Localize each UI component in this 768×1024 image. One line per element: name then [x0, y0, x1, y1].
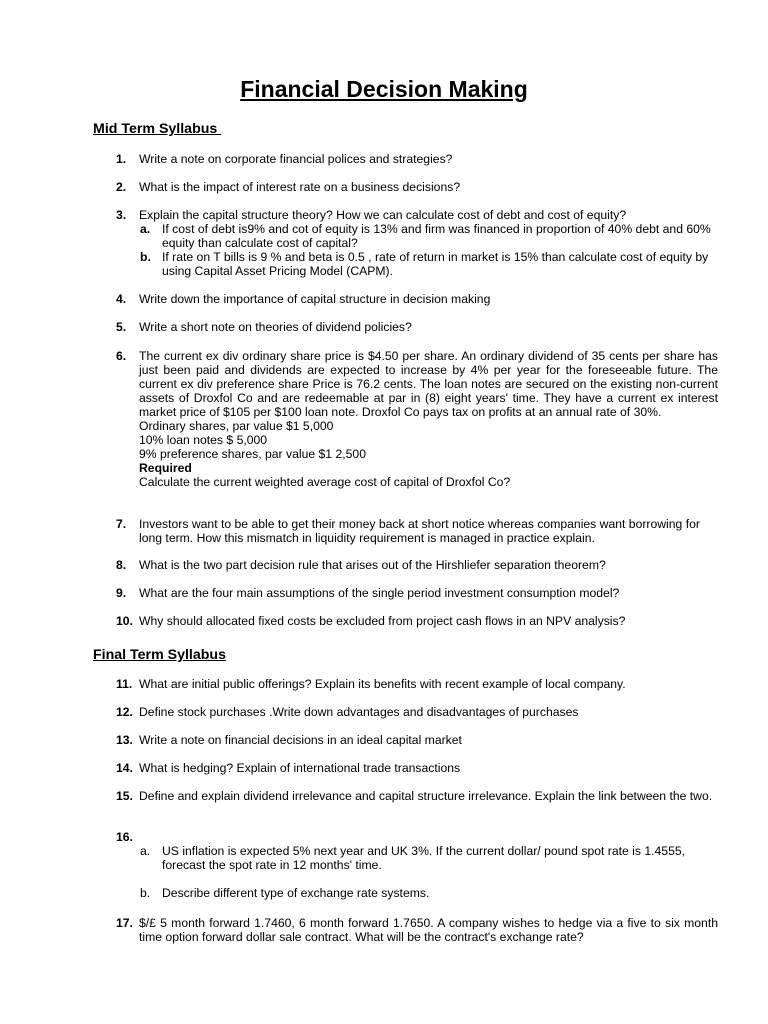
question-12 — [116, 705, 718, 719]
sub-question-b — [140, 250, 718, 278]
sub-letter: b. — [140, 886, 151, 900]
question-16 — [116, 830, 718, 900]
question-text: The current ex div ordinary share price is $4.50 per share. An ordinary dividend of 35 cents per share has just been paid and dividends are expected to increase by 4% per year for the foreseeable future. The current ex div preference share Price is 76.2 cents. The loan notes are secured on the existing non-current assets of Droxfol Co and are redeemable at par in (8) eight years' time. They have a current ex interest market price of $105 per $100 loan note. Droxfol Co pays tax on profits at an annual rate of 30%. — [139, 349, 718, 419]
question-text: Write a short note on theories of dividend policies? — [139, 320, 412, 334]
question-text: What is the impact of interest rate on a business decisions? — [139, 180, 461, 194]
sub-question-text: If cost of debt is9% and cot of equity is 13% and firm was financed in proportion of 40% debt and 60% equity than calculate cost of capital? — [162, 222, 711, 250]
question-text: Define and explain dividend irrelevance and capital structure irrelevance. Explain the link between the two. — [139, 789, 713, 803]
question-11 — [116, 677, 718, 691]
question-8 — [116, 558, 718, 572]
question-3 — [116, 208, 718, 278]
sub-question-a — [140, 844, 718, 872]
question-number: 3. — [116, 208, 127, 222]
question-2 — [116, 180, 718, 194]
question-14 — [116, 761, 718, 775]
sub-question-b — [140, 886, 718, 900]
sub-question-text: US inflation is expected 5% next year and UK 3%. If the current dollar/ pound spot rate is 1.4555, forecast the spot rate in 12 months' time. — [162, 844, 686, 872]
question-number: 13. — [116, 733, 133, 747]
question-text: Write a note on corporate financial polices and strategies? — [139, 152, 453, 166]
document-title: Financial Decision Making — [240, 76, 528, 102]
required-label: Required — [139, 461, 192, 475]
sub-letter: b. — [140, 250, 151, 264]
question-number: 17. — [116, 916, 133, 930]
question-17 — [116, 916, 718, 944]
question-4 — [116, 292, 718, 306]
question-number: 2. — [116, 180, 127, 194]
question-9 — [116, 586, 718, 600]
question-number: 10. — [116, 614, 133, 628]
question-text: Why should allocated fixed costs be excluded from project cash flows in an NPV analysis? — [139, 614, 626, 628]
capital-line-ordinary: Ordinary shares, par value $1 5,000 — [139, 419, 334, 433]
question-text: What is hedging? Explain of international trade transactions — [139, 761, 461, 775]
question-number: 5. — [116, 320, 127, 334]
question-10 — [116, 614, 718, 628]
question-text: Investors want to be able to get their money back at short notice whereas companies want borrowing for long term. How this mismatch in liquidity requirement is managed in practice explain. — [139, 517, 700, 545]
capital-line-loan-notes: 10% loan notes $ 5,000 — [139, 433, 268, 447]
question-6 — [116, 349, 718, 489]
question-text: What are the four main assumptions of the single period investment consumption model? — [139, 586, 620, 600]
mid-term-heading: Mid Term Syllabus — [93, 121, 222, 137]
question-number: 12. — [116, 705, 133, 719]
question-number: 6. — [116, 349, 127, 363]
question-1 — [116, 152, 718, 166]
question-number: 4. — [116, 292, 127, 306]
question-number: 9. — [116, 586, 127, 600]
capital-line-preference: 9% preference shares, par value $1 2,500 — [139, 447, 366, 461]
question-text: Write down the importance of capital structure in decision making — [139, 292, 491, 306]
sub-letter: a. — [140, 222, 151, 236]
question-text: What is the two part decision rule that arises out of the Hirshliefer separation theorem? — [139, 558, 606, 572]
required-text: Calculate the current weighted average cost of capital of Droxfol Co? — [139, 475, 511, 489]
question-number: 14. — [116, 761, 133, 775]
question-text: Explain the capital structure theory? How we can calculate cost of debt and cost of equity? — [139, 208, 627, 222]
question-number: 11. — [116, 677, 133, 691]
question-number: 15. — [116, 789, 133, 803]
question-5 — [116, 320, 718, 334]
sub-question-text: Describe different type of exchange rate systems. — [162, 886, 430, 900]
question-number: 7. — [116, 517, 127, 531]
question-number: 1. — [116, 152, 127, 166]
question-text: What are initial public offerings? Explain its benefits with recent example of local company. — [139, 677, 626, 691]
question-text: $/£ 5 month forward 1.7460, 6 month forward 1.7650. A company wishes to hedge via a five to six month time option forward dollar sale contract. What will be the contract's exchange rate? — [139, 916, 718, 944]
question-15 — [116, 789, 718, 803]
sub-question-text: If rate on T bills is 9 % and beta is 0.5 , rate of return in market is 15% than calculate cost of equity by using Capital Asset Pricing Model (CAPM). — [162, 250, 709, 278]
sub-letter: a. — [140, 844, 151, 858]
question-number: 16. — [116, 830, 133, 844]
question-13 — [116, 733, 718, 747]
sub-question-a — [140, 222, 718, 250]
question-text: Write a note on financial decisions in an ideal capital market — [139, 733, 462, 747]
question-7 — [116, 517, 718, 545]
final-term-heading: Final Term Syllabus — [93, 647, 226, 663]
question-text: Define stock purchases .Write down advantages and disadvantages of purchases — [139, 705, 579, 719]
question-number: 8. — [116, 558, 127, 572]
